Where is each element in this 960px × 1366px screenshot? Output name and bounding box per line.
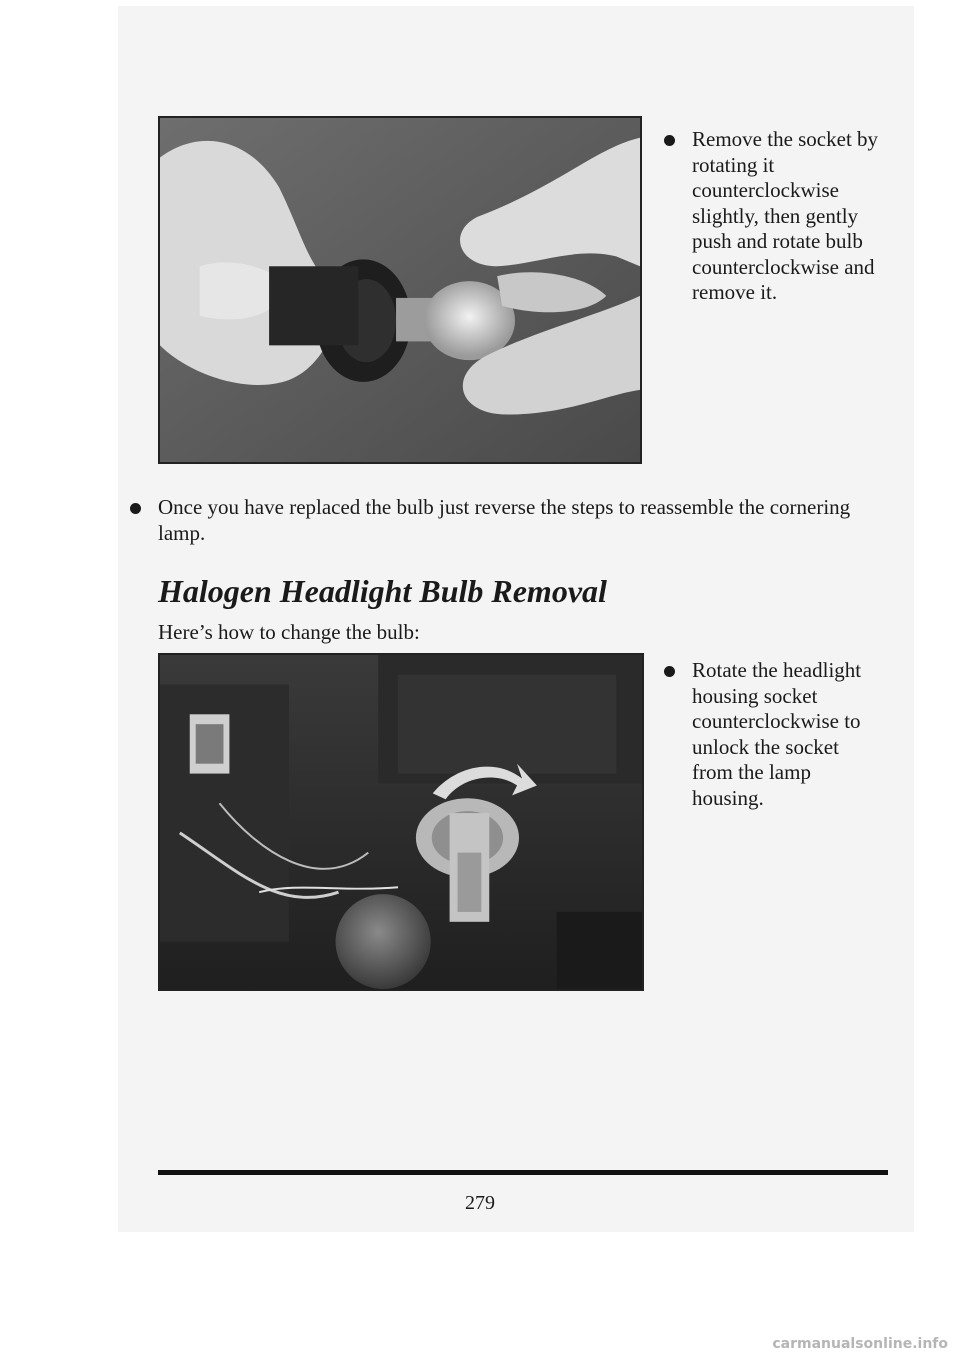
site-watermark: carmanualsonline.info [772, 1336, 948, 1352]
section-intro: Here’s how to change the bulb: [158, 620, 420, 644]
bullet-icon [664, 135, 675, 146]
bullet-icon [664, 666, 675, 677]
bullet-icon [130, 503, 141, 514]
list-item [130, 495, 890, 546]
reassemble-text: Once you have replaced the bulb just reverse the steps to reassemble the cornering lamp. [158, 495, 851, 545]
remove-socket-text: Remove the socket by rotating it counterclockwise slightly, then gently push and rotate bulb counterclockwise and remove it. [692, 127, 879, 304]
bulb-socket-photo [158, 116, 642, 464]
rotate-socket-text: Rotate the headlight housing socket counterclockwise to unlock the socket from the lamp housing. [692, 658, 862, 810]
list-item [664, 658, 884, 811]
footer-divider [158, 1170, 888, 1175]
headlight-instruction-list [664, 658, 884, 811]
list-item [664, 127, 884, 306]
section-heading: Halogen Headlight Bulb Removal [158, 573, 607, 609]
page-number: 279 [465, 1192, 495, 1214]
headlight-socket-photo [158, 653, 644, 991]
side-instruction-list [664, 127, 884, 306]
reassemble-instruction-list [130, 495, 890, 546]
